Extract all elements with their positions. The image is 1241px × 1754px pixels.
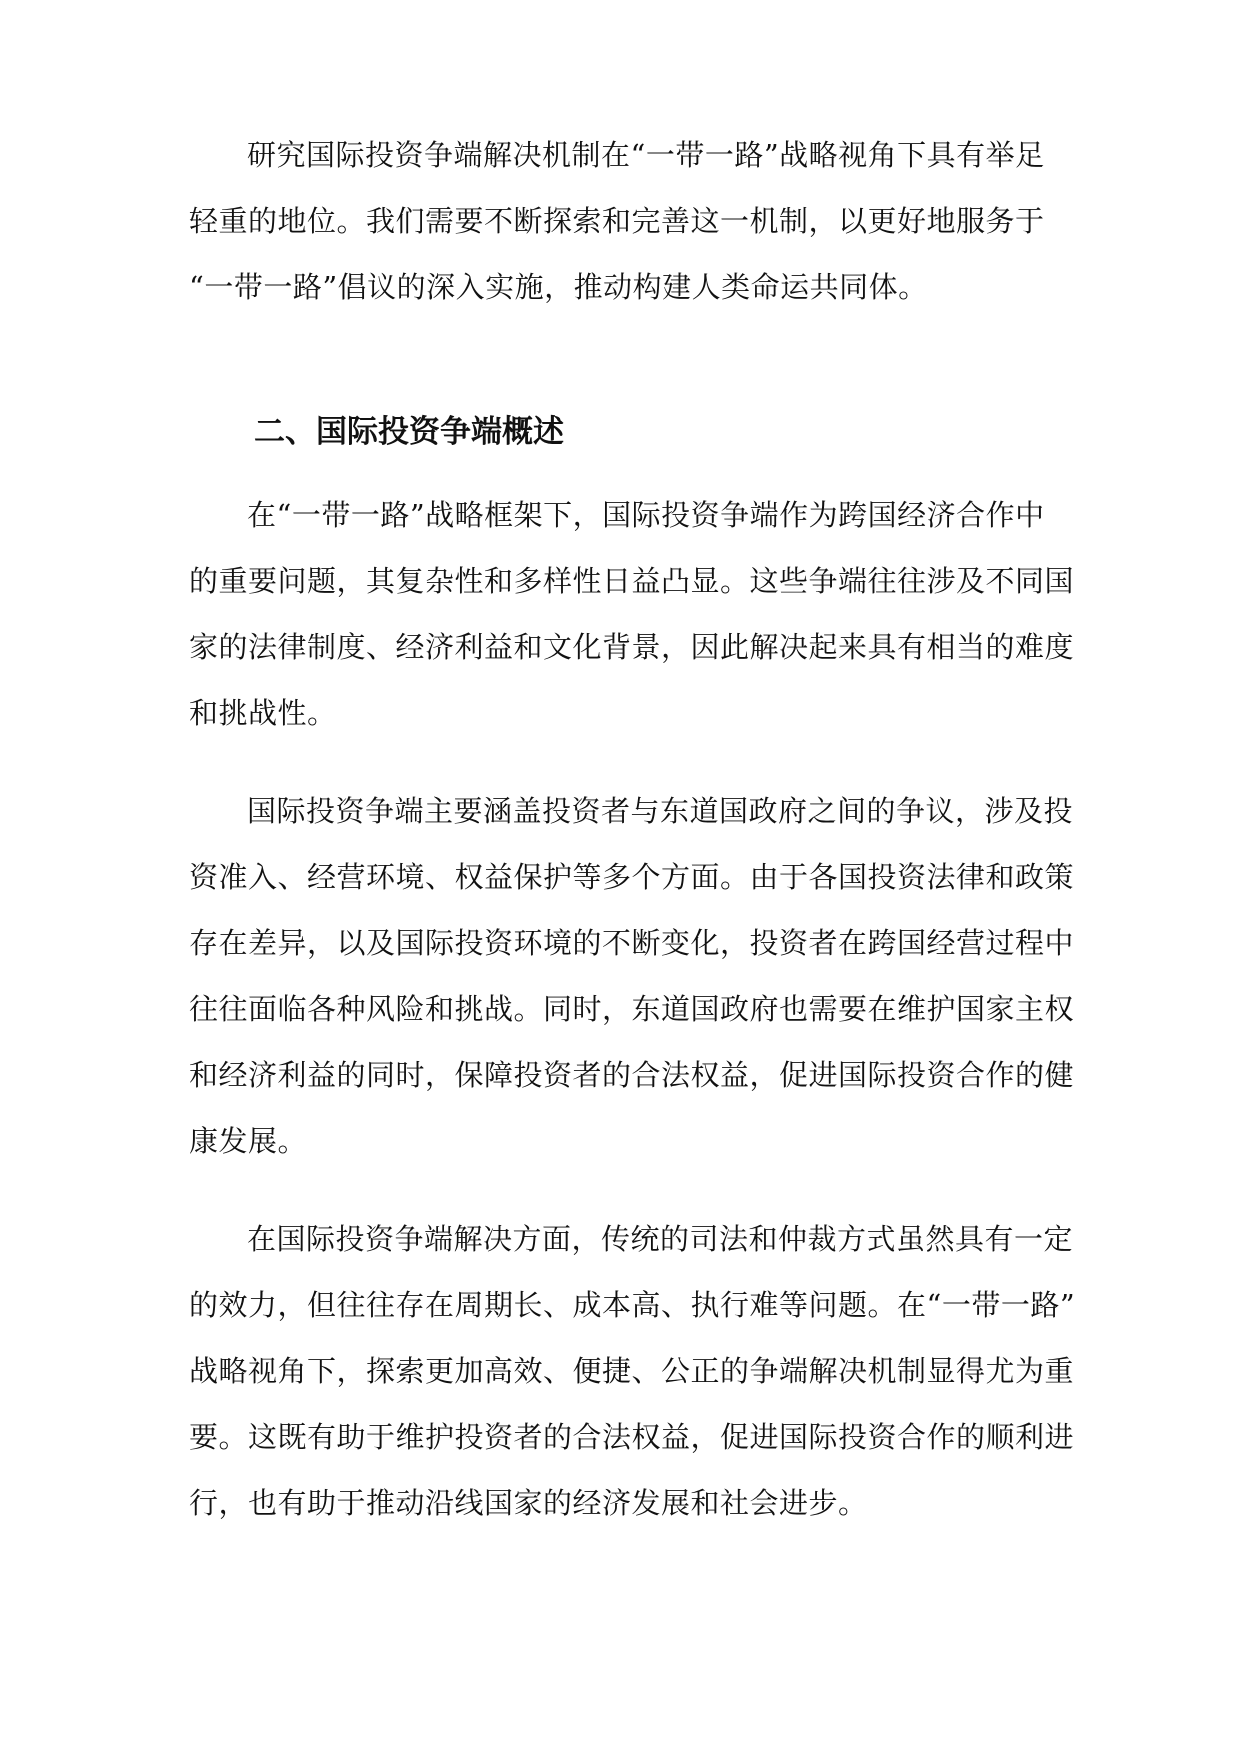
- paragraph-1-line-2: 的重要问题，其复杂性和多样性日益凸显。这些争端往往涉及不同国: [189, 564, 1075, 598]
- paragraph-3-line-1: 在国际投资争端解决方面，传统的司法和仲裁方式虽然具有一定: [247, 1222, 1074, 1256]
- paragraph-1-line-1: 在“一带一路”战略框架下，国际投资争端作为跨国经济合作中: [247, 498, 1045, 532]
- paragraph-3-line-2: 的效力，但往往存在周期长、成本高、执行难等问题。在“一带一路”: [189, 1288, 1076, 1322]
- paragraph-2-line-4: 往往面临各种风险和挑战。同时，东道国政府也需要在维护国家主权: [189, 992, 1075, 1026]
- intro-line-1: 研究国际投资争端解决机制在“一带一路”战略视角下具有举足: [247, 138, 1045, 172]
- paragraph-3-line-3: 战略视角下，探索更加高效、便捷、公正的争端解决机制显得尤为重: [189, 1354, 1075, 1388]
- paragraph-1-line-3: 家的法律制度、经济利益和文化背景，因此解决起来具有相当的难度: [189, 630, 1075, 664]
- intro-line-3: “一带一路”倡议的深入实施，推动构建人类命运共同体。: [189, 270, 928, 304]
- intro-line-2: 轻重的地位。我们需要不断探索和完善这一机制，以更好地服务于: [189, 204, 1045, 238]
- paragraph-2-line-1: 国际投资争端主要涵盖投资者与东道国政府之间的争议，涉及投: [247, 794, 1074, 828]
- paragraph-3-line-5: 行，也有助于推动沿线国家的经济发展和社会进步。: [189, 1486, 868, 1520]
- paragraph-3-line-4: 要。这既有助于维护投资者的合法权益，促进国际投资合作的顺利进: [189, 1420, 1075, 1454]
- paragraph-2-line-3: 存在差异，以及国际投资环境的不断变化，投资者在跨国经营过程中: [189, 926, 1075, 960]
- paragraph-2-line-2: 资准入、经营环境、权益保护等多个方面。由于各国投资法律和政策: [189, 860, 1075, 894]
- paragraph-2-line-6: 康发展。: [189, 1124, 308, 1158]
- paragraph-1-line-4: 和挑战性。: [189, 696, 337, 730]
- section-heading: 二、国际投资争端概述: [254, 414, 564, 450]
- paragraph-2-line-5: 和经济利益的同时，保障投资者的合法权益，促进国际投资合作的健: [189, 1058, 1075, 1092]
